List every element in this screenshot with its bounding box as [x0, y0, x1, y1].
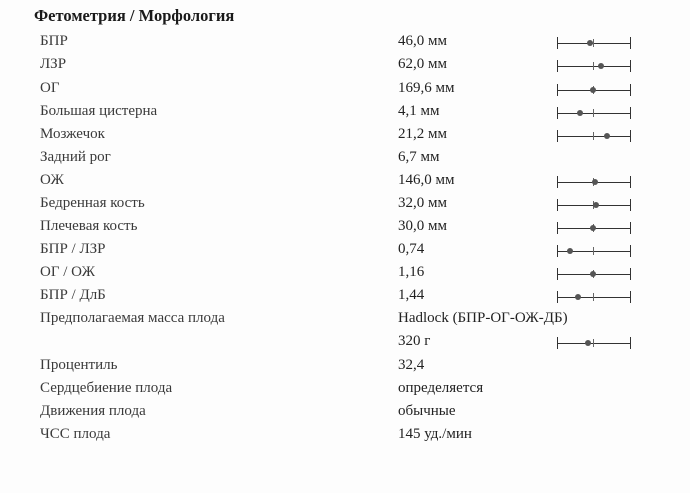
gauge-marker — [585, 340, 591, 346]
gauge-max-tick — [630, 245, 631, 257]
gauge-marker — [604, 133, 610, 139]
percentile-gauge — [557, 337, 631, 349]
gauge-min-tick — [557, 176, 558, 188]
gauge-max-tick — [630, 37, 631, 49]
measurement-row — [0, 172, 690, 194]
gauge-line — [557, 66, 631, 67]
measurement-row — [0, 310, 690, 332]
measurement-value: 4,1 мм — [398, 103, 440, 119]
gauge-line — [557, 113, 631, 114]
gauge-min-tick — [557, 291, 558, 303]
measurement-label: ЧСС плода — [40, 426, 111, 442]
gauge-marker — [592, 179, 598, 185]
measurement-value: 0,74 — [398, 241, 425, 257]
measurement-label: Движения плода — [40, 403, 146, 419]
gauge-marker — [575, 294, 581, 300]
measurement-value: 32,4 — [398, 357, 425, 373]
gauge-mid-tick — [593, 247, 594, 255]
measurement-label: Задний рог — [40, 149, 111, 165]
gauge-mid-tick — [593, 62, 594, 70]
measurement-label: ОГ / ОЖ — [40, 264, 96, 280]
measurement-value: 1,16 — [398, 264, 425, 280]
measurement-row — [0, 357, 690, 379]
gauge-min-tick — [557, 245, 558, 257]
measurement-value: 320 г — [398, 333, 431, 349]
percentile-gauge — [557, 291, 631, 303]
gauge-line — [557, 136, 631, 137]
gauge-mid-tick — [593, 109, 594, 117]
gauge-marker — [598, 63, 604, 69]
gauge-marker — [577, 110, 583, 116]
measurement-row — [0, 56, 690, 78]
gauge-max-tick — [630, 199, 631, 211]
measurement-value: 6,7 мм — [398, 149, 440, 165]
measurement-label: БПР / ЛЗР — [40, 241, 106, 257]
gauge-marker — [590, 87, 596, 93]
gauge-min-tick — [557, 199, 558, 211]
gauge-max-tick — [630, 84, 631, 96]
gauge-max-tick — [630, 222, 631, 234]
gauge-max-tick — [630, 291, 631, 303]
measurement-row — [0, 380, 690, 402]
measurement-value: 145 уд./мин — [398, 426, 472, 442]
gauge-marker — [590, 225, 596, 231]
measurement-value: 146,0 мм — [398, 172, 455, 188]
measurement-row — [0, 218, 690, 240]
gauge-min-tick — [557, 60, 558, 72]
measurement-label: Мозжечок — [40, 126, 105, 142]
gauge-min-tick — [557, 337, 558, 349]
percentile-gauge — [557, 268, 631, 280]
measurement-label: Предполагаемая масса плода — [40, 310, 225, 326]
percentile-gauge — [557, 176, 631, 188]
measurement-value: 46,0 мм — [398, 33, 447, 49]
gauge-line — [557, 43, 631, 44]
gauge-marker — [593, 202, 599, 208]
gauge-min-tick — [557, 222, 558, 234]
percentile-gauge — [557, 84, 631, 96]
measurement-value: 62,0 мм — [398, 56, 447, 72]
percentile-gauge — [557, 199, 631, 211]
measurement-row — [0, 287, 690, 309]
measurement-value: 1,44 — [398, 287, 425, 303]
section-title: Фетометрия / Морфология — [34, 6, 235, 25]
gauge-max-tick — [630, 268, 631, 280]
gauge-min-tick — [557, 130, 558, 142]
measurement-row — [0, 403, 690, 425]
percentile-gauge — [557, 60, 631, 72]
measurement-label: БПР / ДлБ — [40, 287, 106, 303]
measurement-value: 169,6 мм — [398, 80, 455, 96]
measurement-label: Процентиль — [40, 357, 118, 373]
gauge-min-tick — [557, 107, 558, 119]
percentile-gauge — [557, 37, 631, 49]
measurement-row — [0, 33, 690, 55]
measurement-label: Сердцебиение плода — [40, 380, 173, 396]
gauge-line — [557, 343, 631, 344]
gauge-line — [557, 297, 631, 298]
gauge-mid-tick — [593, 39, 594, 47]
measurement-value: обычные — [398, 403, 456, 419]
measurement-label: Бедренная кость — [40, 195, 145, 211]
measurement-value: Hadlock (БПР-ОГ-ОЖ-ДБ) — [398, 310, 568, 326]
gauge-max-tick — [630, 176, 631, 188]
measurement-row — [0, 126, 690, 148]
gauge-min-tick — [557, 37, 558, 49]
percentile-gauge — [557, 222, 631, 234]
gauge-min-tick — [557, 84, 558, 96]
measurement-row — [0, 103, 690, 125]
measurement-row — [0, 333, 690, 355]
measurement-value: определяется — [398, 380, 484, 396]
gauge-max-tick — [630, 130, 631, 142]
measurement-row — [0, 264, 690, 286]
measurement-row — [0, 149, 690, 171]
measurement-label: Большая цистерна — [40, 103, 158, 119]
measurement-row — [0, 195, 690, 217]
gauge-max-tick — [630, 60, 631, 72]
measurement-value: 32,0 мм — [398, 195, 447, 211]
measurement-label: ОГ — [40, 80, 60, 96]
measurement-value: 21,2 мм — [398, 126, 447, 142]
measurement-row — [0, 80, 690, 102]
measurement-label: БПР — [40, 33, 68, 49]
gauge-min-tick — [557, 268, 558, 280]
gauge-mid-tick — [593, 132, 594, 140]
percentile-gauge — [557, 245, 631, 257]
gauge-max-tick — [630, 107, 631, 119]
measurement-row — [0, 241, 690, 263]
measurement-label: Плечевая кость — [40, 218, 138, 234]
gauge-mid-tick — [593, 293, 594, 301]
measurement-label: ЛЗР — [40, 56, 67, 72]
measurement-label: ОЖ — [40, 172, 64, 188]
gauge-marker — [567, 248, 573, 254]
percentile-gauge — [557, 130, 631, 142]
measurement-row — [0, 426, 690, 448]
percentile-gauge — [557, 107, 631, 119]
gauge-mid-tick — [593, 339, 594, 347]
measurement-value: 30,0 мм — [398, 218, 447, 234]
gauge-max-tick — [630, 337, 631, 349]
gauge-marker — [590, 271, 596, 277]
